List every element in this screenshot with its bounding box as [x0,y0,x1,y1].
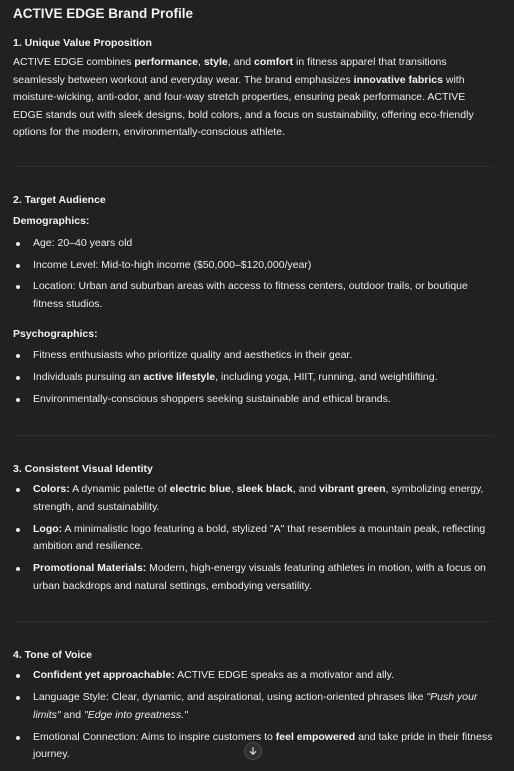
list-item: Income Level: Mid-to-high income ($50,000–$120,000/year) [13,257,493,275]
text: Individuals pursuing an [33,371,144,383]
italic-phrase: "Edge into greatness." [84,708,188,721]
bold-active-lifestyle: active lifestyle [143,371,216,383]
divider [13,166,493,167]
divider [13,435,493,436]
text: , and [227,56,255,68]
text: in fitness apparel that transitions seamlessly between workout and everyday wear. The brand emphasizes [13,56,447,86]
bold-electric-blue: electric blue [169,483,231,495]
text: and take pride in their fitness journey. [33,730,493,760]
list-item-colors [13,481,493,516]
bold-performance: performance [134,56,198,68]
section-heading-target-audience: 2. Target Audience [13,194,106,206]
bold-vibrant-green: vibrant green [319,483,386,495]
bold-feel-empowered: feel empowered [275,730,356,743]
text: ACTIVE EDGE combines [13,56,135,68]
psychographics-label: Psychographics: [13,328,98,340]
text: , [230,483,237,495]
page-title: ACTIVE EDGE Brand Profile [13,6,194,21]
arrow-down-icon [248,746,258,756]
text: A dynamic palette of [69,483,170,495]
text: and [60,708,84,721]
bold-label: Confident yet approachable: [33,669,175,681]
bold-label: Logo: [33,522,63,535]
list-item: Fitness enthusiasts who prioritize quality and aesthetics in their gear. [13,347,493,365]
text: Language Style: Clear, dynamic, and aspirational, using action-oriented phrases like [33,691,427,703]
list-item [13,667,493,685]
text: , including yoga, HIIT, running, and weightlifting. [215,371,438,383]
visual-identity-list [13,481,493,595]
demographics-list [13,235,493,313]
bold-innovative-fabrics: innovative fabrics [353,73,443,86]
bold-sleek-black: sleek black [236,483,293,495]
psychographics-list [13,347,493,409]
list-item: Location: Urban and suburban areas with access to fitness centers, outdoor trails, or boutique fitness studios. [13,278,493,313]
italic-phrase: "Push your limits" [33,691,478,721]
section-heading-value-proposition: 1. Unique Value Proposition [13,37,152,49]
section-heading-tone-of-voice: 4. Tone of Voice [13,649,92,661]
text: A minimalistic logo featuring a bold, stylized "A" that resembles a mountain peak, reflecting ambition and resilience. [33,522,486,552]
text: , [197,56,204,68]
list-item: Environmentally-conscious shoppers seeking sustainable and ethical brands. [13,391,493,409]
section-heading-visual-identity: 3. Consistent Visual Identity [13,463,153,475]
text: , and [292,483,320,495]
text: Emotional Connection: Aims to inspire customers to [33,730,276,743]
text: Modern, high-energy visuals featuring athletes in motion, with a focus on urban backdrops and natural settings, embodying versatility. [33,562,486,592]
list-item [13,689,493,724]
list-item-promotional [13,560,493,595]
bold-style: style [203,56,228,68]
bold-label: Colors: [33,483,70,495]
scroll-to-bottom-button[interactable] [244,742,262,760]
text: with moisture-wicking, anti-odor, and four-way stretch properties, ensuring peak performance. ACTIVE EDGE stands out with sleek designs, bold colors, and a focus on sustainability, offering eco-friendly options for the modern, environmentally-conscious athlete. [13,73,474,138]
demographics-label: Demographics: [13,215,90,227]
bold-comfort: comfort [254,56,294,68]
value-proposition-paragraph [13,54,493,142]
divider [13,621,493,622]
list-item: Age: 20–40 years old [13,235,493,253]
list-item-logo [13,521,493,556]
text: ACTIVE EDGE speaks as a motivator and ally. [174,669,394,681]
bold-label: Promotional Materials: [33,562,147,574]
list-item [13,369,493,387]
text: , symbolizing energy, strength, and sustainability. [33,483,484,513]
